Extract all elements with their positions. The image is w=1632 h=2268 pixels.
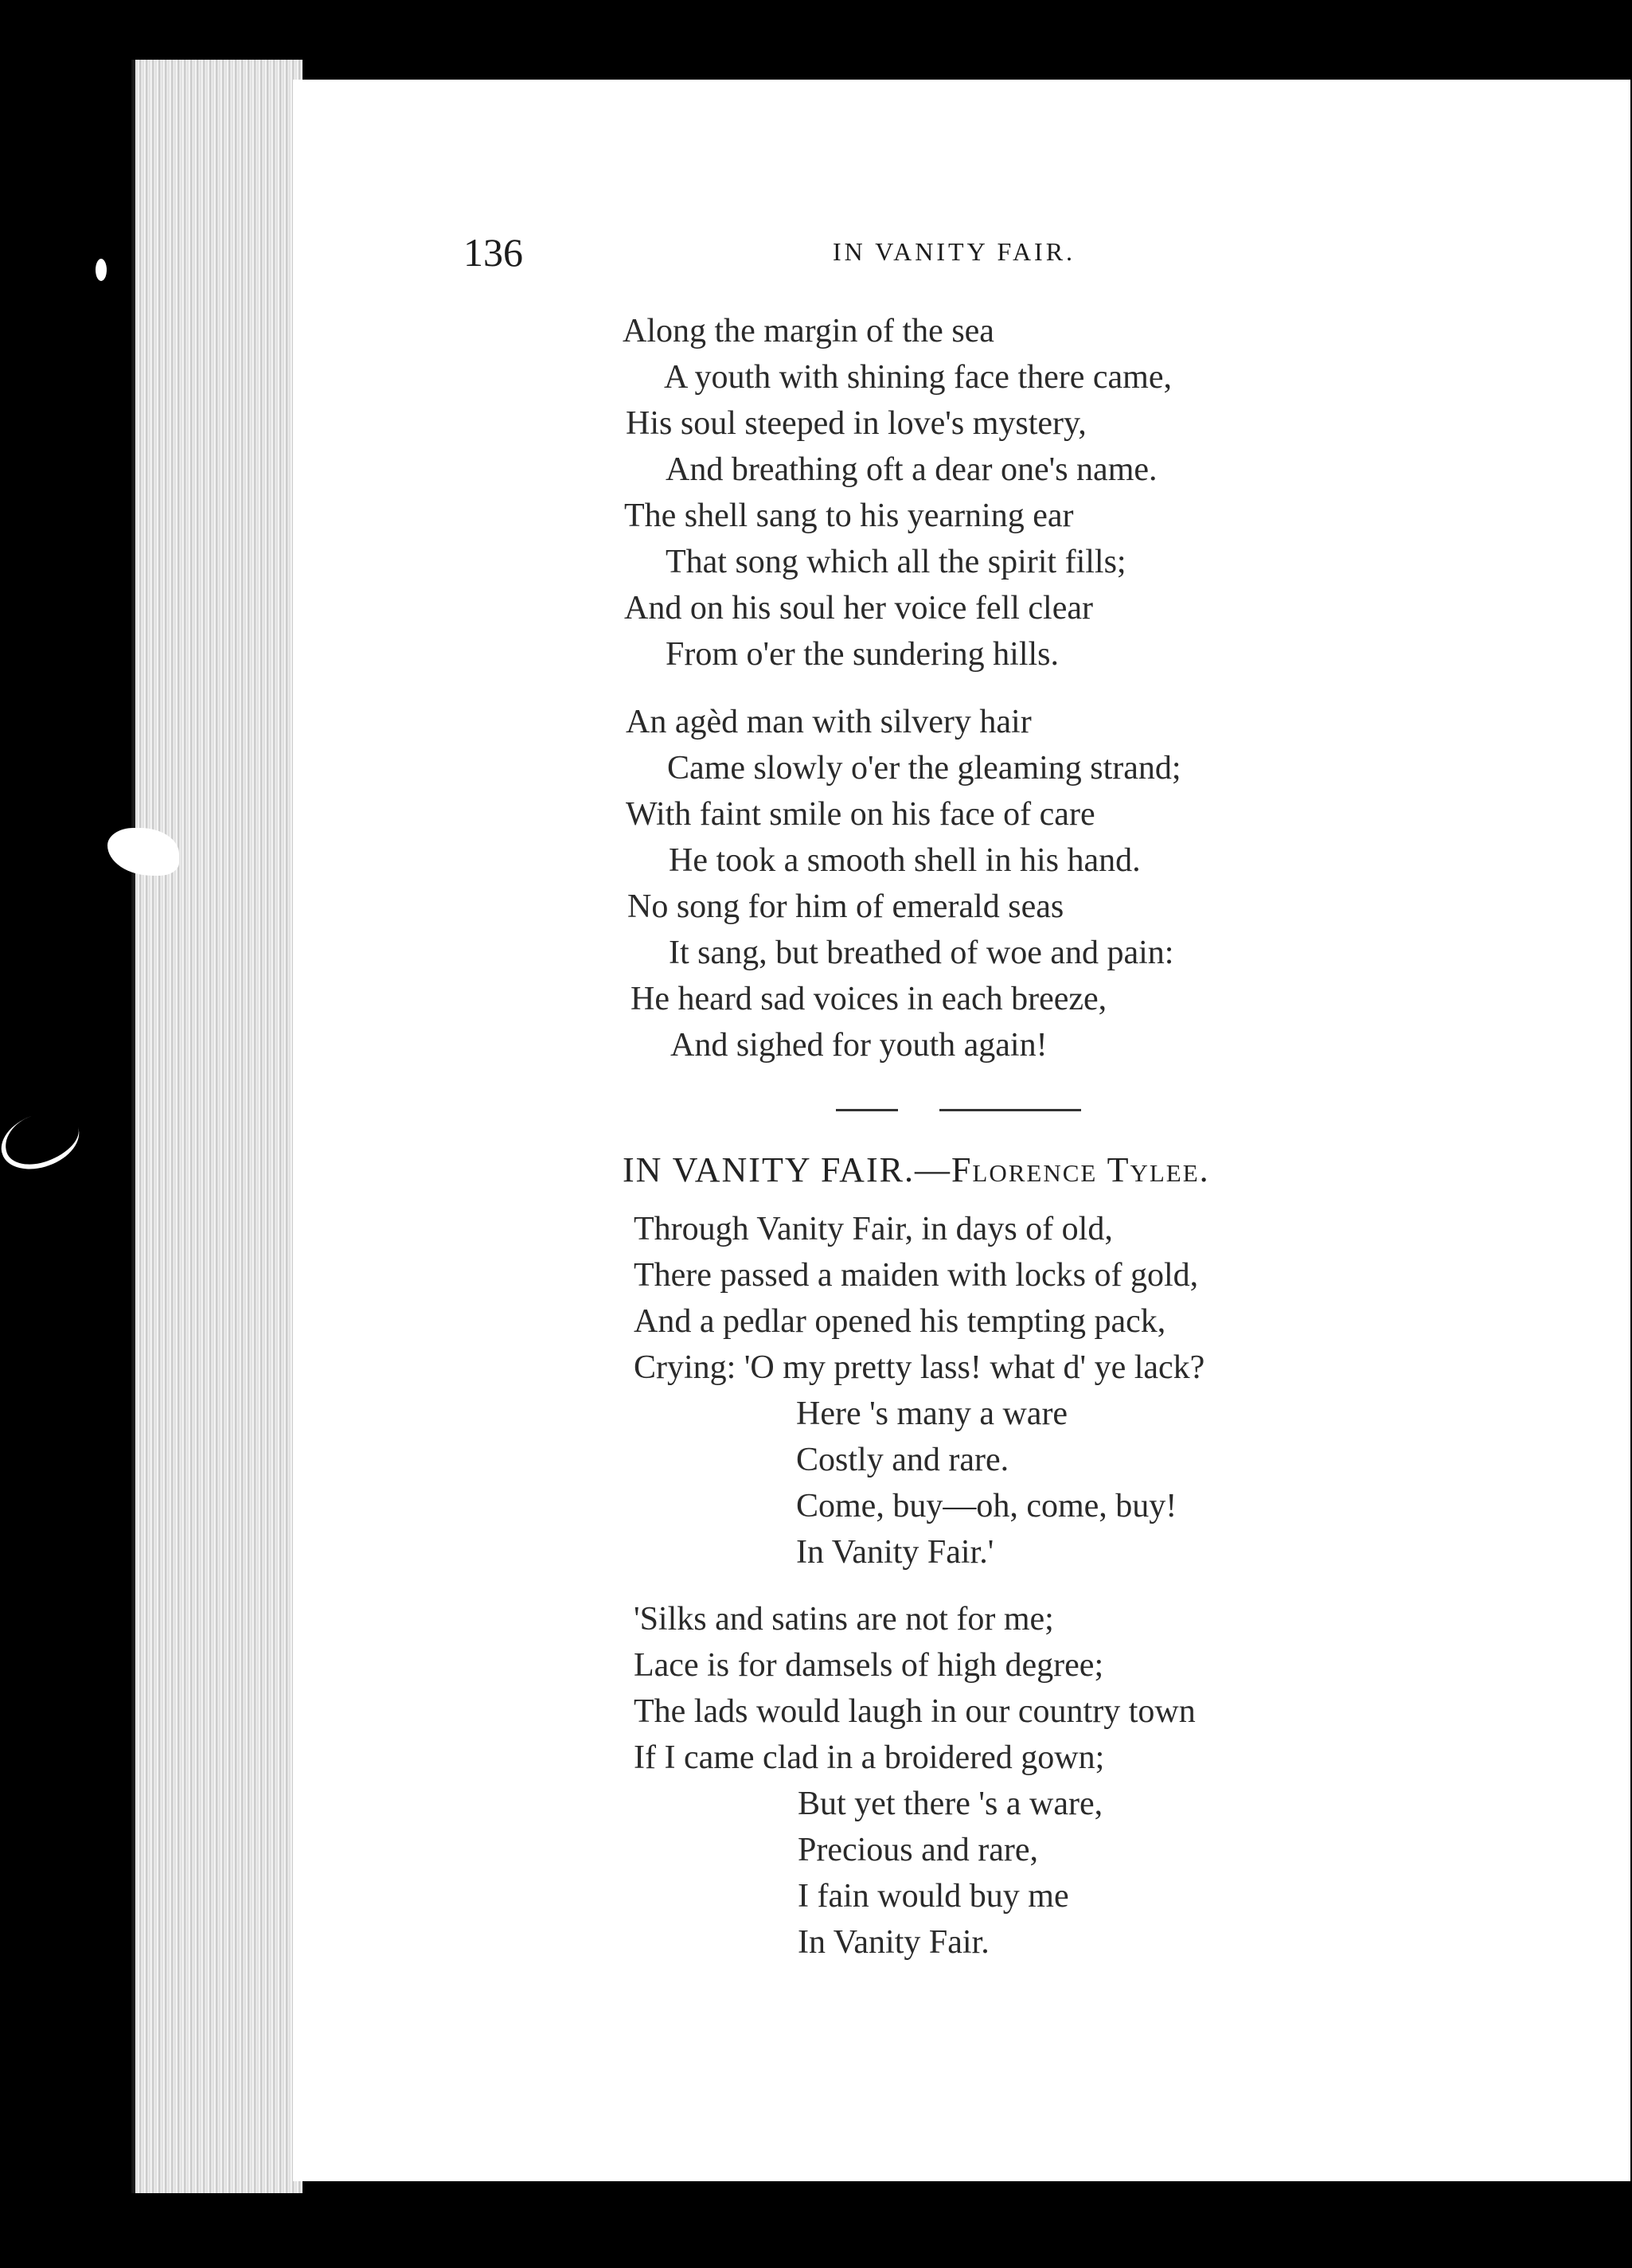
verse-line: Lace is for damsels of high degree;	[634, 1647, 1104, 1684]
verse-line: He took a smooth shell in his hand.	[669, 842, 1141, 879]
section-divider-long	[939, 1109, 1081, 1111]
page-edges	[135, 60, 303, 2193]
verse-line: His soul steeped in love's mystery,	[626, 405, 1087, 442]
scan-speck	[96, 259, 107, 281]
verse-line: An agèd man with silvery hair	[626, 704, 1032, 740]
verse-line: And on his soul her voice fell clear	[624, 590, 1093, 627]
page-number: 136	[463, 230, 523, 275]
verse-line: It sang, but breathed of woe and pain:	[669, 935, 1174, 971]
poem-title-text: IN VANITY FAIR.	[623, 1150, 915, 1189]
verse-line: Precious and rare,	[798, 1832, 1039, 1868]
verse-line: The shell sang to his yearning ear	[624, 498, 1074, 534]
verse-line: Came slowly o'er the gleaming strand;	[667, 750, 1181, 787]
verse-line: I fain would buy me	[798, 1878, 1069, 1915]
section-divider-short	[836, 1109, 898, 1111]
verse-line: That song which all the spirit fills;	[666, 544, 1126, 580]
verse-line: A youth with shining face there came,	[664, 359, 1172, 396]
verse-line: If I came clad in a broidered gown;	[634, 1739, 1105, 1776]
poem-author: —Florence Tylee.	[914, 1150, 1210, 1189]
verse-line: In Vanity Fair.	[798, 1924, 990, 1961]
scan-mark	[0, 1103, 87, 1180]
verse-line: And breathing oft a dear one's name.	[666, 451, 1158, 488]
verse-line: Along the margin of the sea	[623, 313, 994, 349]
verse-line: Crying: 'O my pretty lass! what d' ye lack?	[634, 1349, 1205, 1386]
verse-line: And a pedlar opened his tempting pack,	[634, 1303, 1166, 1340]
poem-title	[623, 1150, 1210, 1190]
verse-line: No song for him of emerald seas	[627, 888, 1064, 925]
verse-line: Through Vanity Fair, in days of old,	[634, 1211, 1113, 1247]
verse-line: With faint smile on his face of care	[626, 796, 1095, 833]
verse-line: 'Silks and satins are not for me;	[634, 1601, 1054, 1638]
verse-line: Here 's many a ware	[796, 1396, 1068, 1432]
verse-line: Costly and rare.	[796, 1442, 1009, 1478]
verse-line: But yet there 's a ware,	[798, 1786, 1103, 1822]
verse-line: In Vanity Fair.'	[796, 1534, 994, 1571]
verse-line: The lads would laugh in our country town	[634, 1693, 1196, 1730]
running-title: IN VANITY FAIR.	[833, 237, 1076, 266]
verse-line: Come, buy—oh, come, buy!	[796, 1488, 1177, 1524]
verse-line: There passed a maiden with locks of gold,	[634, 1257, 1199, 1294]
verse-line: From o'er the sundering hills.	[666, 636, 1060, 673]
verse-line: And sighed for youth again!	[670, 1027, 1048, 1064]
verse-line: He heard sad voices in each breeze,	[631, 981, 1107, 1017]
